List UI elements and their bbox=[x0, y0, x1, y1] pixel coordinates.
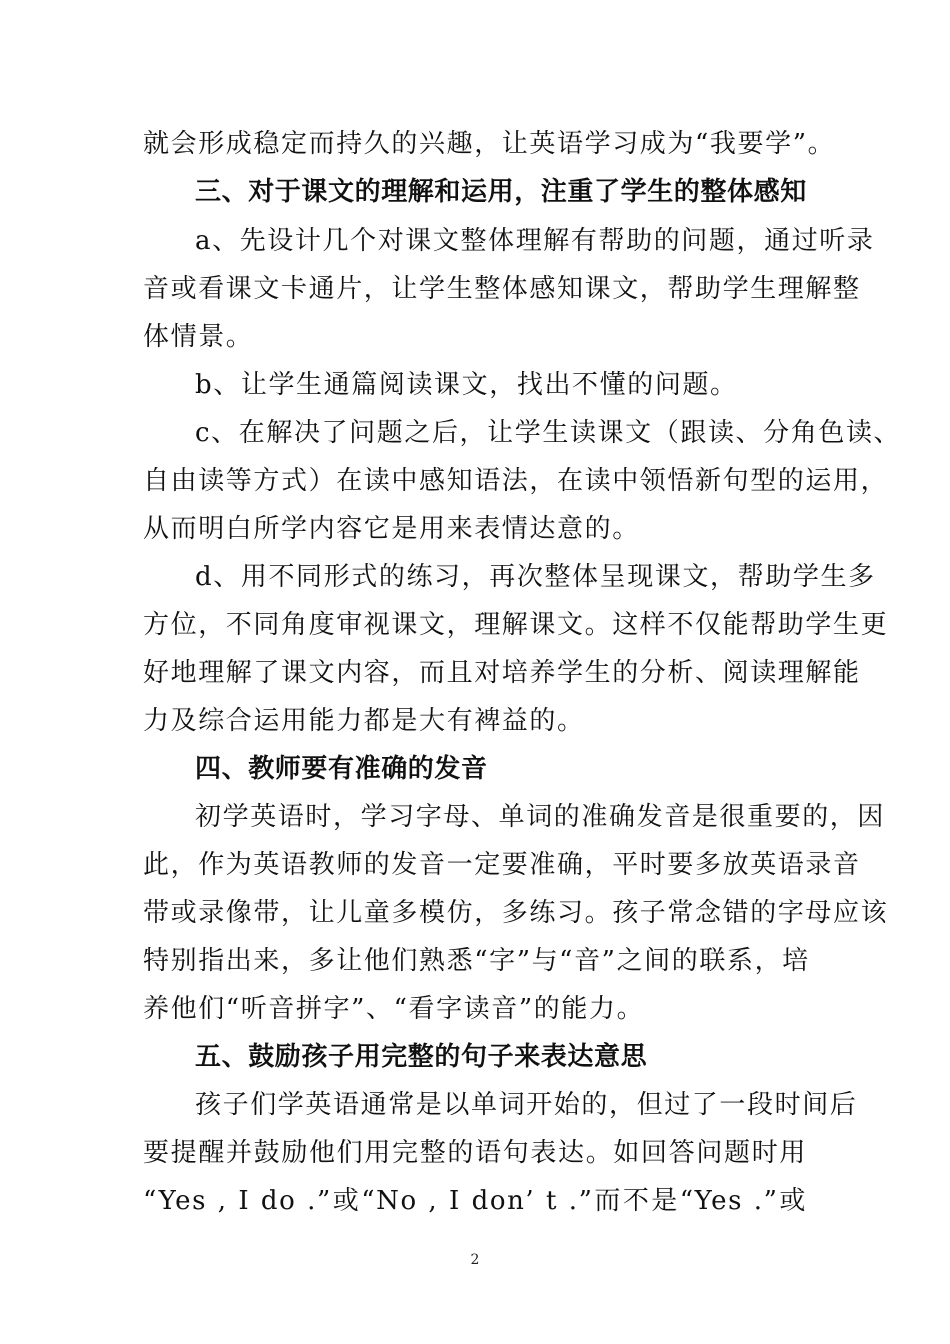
paragraph-line: 特别指出来，多让他们熟悉“字”与“音”之间的联系，培 bbox=[143, 946, 810, 976]
paragraph-line: 从而明白所学内容它是用来表情达意的。 bbox=[143, 514, 640, 544]
section-heading-4: 四、教师要有准确的发音 bbox=[195, 754, 488, 784]
paragraph-line: 要提醒并鼓励他们用完整的语句表达。如回答问题时用 bbox=[143, 1138, 807, 1168]
paragraph-line: 带或录像带，让儿童多模仿，多练习。孩子常念错的字母应该 bbox=[143, 898, 889, 928]
paragraph-line: “Yes , I do .”或“No , I don’ t .”而不是“Yes .”或 bbox=[143, 1186, 807, 1216]
paragraph-line: 体情景。 bbox=[143, 322, 254, 352]
paragraph-line: b、让学生通篇阅读课文，找出不懂的问题。 bbox=[195, 370, 738, 400]
paragraph-line: 养他们“听音拼字”、“看字读音”的能力。 bbox=[143, 994, 645, 1024]
section-heading-3: 三、对于课文的理解和运用，注重了学生的整体感知 bbox=[195, 177, 807, 207]
paragraph-line: 音或看课文卡通片，让学生整体感知课文，帮助学生理解整 bbox=[143, 274, 861, 304]
paragraph-line: a、先设计几个对课文整体理解有帮助的问题，通过听录 bbox=[195, 226, 875, 256]
page-number: 2 bbox=[470, 1252, 480, 1268]
paragraph-line: d、用不同形式的练习，再次整体呈现课文，帮助学生多 bbox=[195, 562, 876, 592]
section-heading-5: 五、鼓励孩子用完整的句子来表达意思 bbox=[195, 1042, 648, 1072]
paragraph-line: 就会形成稳定而持久的兴趣，让英语学习成为“我要学”。 bbox=[143, 129, 836, 159]
paragraph-line: 自由读等方式）在读中感知语法，在读中领悟新句型的运用， bbox=[143, 466, 889, 496]
paragraph-line: 孩子们学英语通常是以单词开始的，但过了一段时间后 bbox=[195, 1090, 858, 1120]
paragraph-line: 力及综合运用能力都是大有裨益的。 bbox=[143, 706, 585, 736]
paragraph-line: 好地理解了课文内容，而且对培养学生的分析、阅读理解能 bbox=[143, 658, 861, 688]
paragraph-line: c、在解决了问题之后，让学生读课文（跟读、分角色读、 bbox=[195, 418, 902, 448]
paragraph-line: 初学英语时，学习字母、单词的准确发音是很重要的，因 bbox=[195, 802, 886, 832]
paragraph-line: 方位，不同角度审视课文，理解课文。这样不仅能帮助学生更 bbox=[143, 610, 889, 640]
paragraph-line: 此，作为英语教师的发音一定要准确，平时要多放英语录音 bbox=[143, 850, 861, 880]
